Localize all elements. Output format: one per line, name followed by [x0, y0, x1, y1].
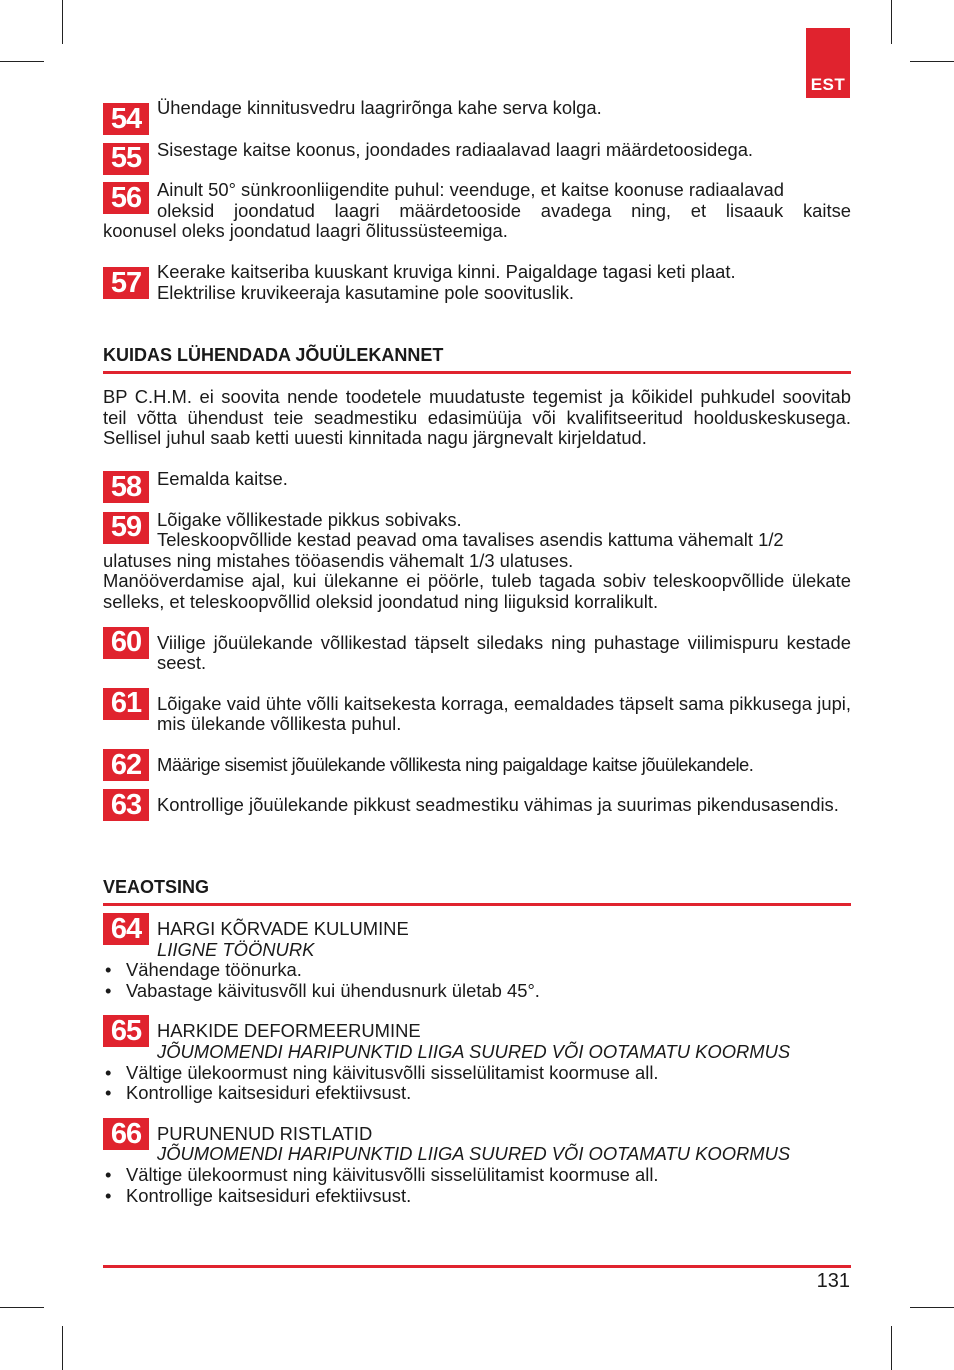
step-59	[103, 510, 851, 613]
step-number: 66	[103, 1118, 149, 1150]
list-item: • Kontrollige kaitsesiduri efektiivsust.	[103, 1186, 851, 1207]
crop-mark	[910, 1307, 954, 1308]
list-item: • Vähendage töönurka.	[103, 960, 851, 981]
trouble-65	[103, 1015, 851, 1063]
page-content	[103, 98, 851, 1206]
crop-mark	[62, 0, 63, 44]
trouble-66	[103, 1117, 851, 1165]
step-58	[103, 467, 851, 503]
crop-mark	[891, 0, 892, 44]
trouble-title: HARKIDE DEFORMEERUMINE	[157, 1020, 421, 1042]
trouble-remedies	[103, 1165, 851, 1206]
trouble-title: HARGI KÕRVADE KULUMINE	[157, 918, 409, 940]
list-item: • Vabastage käivitusvõll kui ühendusnurk ületab 45°.	[103, 981, 851, 1002]
step-text-line: koonusel oleks joondatud laagri õlitussüsteemiga.	[103, 220, 508, 242]
trouble-title: PURUNENUD RISTLATID	[157, 1122, 373, 1144]
step-text-line: Ainult 50° sünkroonliigendite puhul: veenduge, et kaitse koonuse radiaalavad	[157, 179, 784, 201]
step-63	[103, 789, 851, 822]
step-number: 63	[103, 789, 149, 821]
step-54	[103, 97, 851, 135]
step-number: 54	[103, 103, 149, 135]
step-number: 57	[103, 267, 149, 299]
list-item: • Vältige ülekoormust ning käivitusvõlli sisselülitamist koormuse all.	[103, 1165, 851, 1186]
crop-mark	[891, 1326, 892, 1370]
step-text: Eemalda kaitse.	[157, 467, 288, 489]
step-text: Määrige sisemist jõuülekande võllikesta ning paigaldage kaitse jõuülekandele.	[157, 753, 754, 775]
trouble-remedies	[103, 960, 851, 1001]
crop-mark	[0, 61, 44, 62]
list-item: • Kontrollige kaitsesiduri efektiivsust.	[103, 1083, 851, 1104]
step-57	[103, 262, 851, 303]
step-number: 60	[103, 627, 149, 659]
crop-mark	[62, 1326, 63, 1370]
step-text-line: ulatuses ning mistahes tööasendis vähemalt 1/3 ulatuses.	[103, 549, 574, 571]
step-text: Sisestage kaitse koonus, joondades radiaalavad laagri määrdetoosidega.	[157, 138, 754, 160]
footer-divider	[103, 1265, 851, 1268]
trouble-cause: LIIGNE TÖÖNURK	[157, 938, 315, 960]
language-tab: EST	[806, 28, 850, 98]
step-number: 61	[103, 688, 149, 720]
step-text-line: oleksid joondatud laagri määrdetooside avadega ning, et lisaauk kaitse	[157, 199, 851, 221]
step-text: Lõigake vaid ühte võlli kaitsekesta korraga, eemaldades täpselt sama pikkusega jupi, mis ülekande võllikesta puhul.	[157, 692, 851, 735]
section-heading: VEAOTSING	[103, 876, 851, 906]
step-number: 65	[103, 1015, 149, 1047]
step-number: 58	[103, 471, 149, 503]
step-60	[103, 626, 851, 674]
trouble-remedies	[103, 1063, 851, 1104]
step-text-line: Teleskoopvõllide kestad peavad oma tavalises asendis kattuma vähemalt 1/2	[157, 529, 784, 551]
crop-mark	[910, 61, 954, 62]
step-text-line: Manööverdamise ajal, kui ülekanne ei pöörle, tuleb tagada sobiv teleskoopvõllide ülekate selleks, et teleskoopvõllid oleksid joondatud ning liiguksid korralikult.	[103, 570, 851, 612]
step-text: Viilige jõuülekande võllikestad täpselt siledaks ning puhastage viilimispuru kestade seest.	[157, 631, 851, 674]
step-text-line: Lõigake võllikestade pikkus sobivaks.	[157, 508, 462, 530]
step-62	[103, 748, 851, 781]
step-text: Kontrollige jõuülekande pikkust seadmestiku vähimas ja suurimas pikendusasendis.	[157, 794, 839, 816]
step-number: 55	[103, 143, 149, 175]
trouble-64	[103, 912, 851, 960]
step-number: 56	[103, 182, 149, 214]
trouble-cause: JÕUMOMENDI HARIPUNKTID LIIGA SUURED VÕI OOTAMATU KOORMUS	[157, 1041, 791, 1063]
section-intro: BP C.H.M. ei soovita nende toodetele muudatuste tegemist ja kõikidel puhkudel soovitab teil võtta ühendust teie seadmestiku edasimüüja või kvalifitseeritud hoolduskeskusega. Sellisel juhul saab ketti uuesti kinnitada nagu järgnevalt kirjeldatud.	[103, 386, 851, 449]
step-text-line: Keerake kaitseriba kuuskant kruviga kinni. Paigaldage tagasi keti plaat.	[157, 260, 736, 282]
step-61	[103, 687, 851, 735]
step-number: 64	[103, 913, 149, 945]
section-heading: KUIDAS LÜHENDADA JÕUÜLEKANNET	[103, 344, 851, 374]
step-number: 62	[103, 749, 149, 781]
step-text: Ühendage kinnitusvedru laagrirõnga kahe serva kolga.	[157, 97, 602, 118]
step-55	[103, 138, 851, 175]
trouble-cause: JÕUMOMENDI HARIPUNKTID LIIGA SUURED VÕI OOTAMATU KOORMUS	[157, 1143, 791, 1165]
page-number: 131	[816, 1270, 850, 1292]
step-text-line: Elektrilise kruvikeeraja kasutamine pole soovituslik.	[157, 281, 575, 303]
step-number: 59	[103, 512, 149, 544]
step-56	[103, 180, 851, 242]
list-item: • Vältige ülekoormust ning käivitusvõlli sisselülitamist koormuse all.	[103, 1063, 851, 1084]
crop-mark	[0, 1307, 44, 1308]
